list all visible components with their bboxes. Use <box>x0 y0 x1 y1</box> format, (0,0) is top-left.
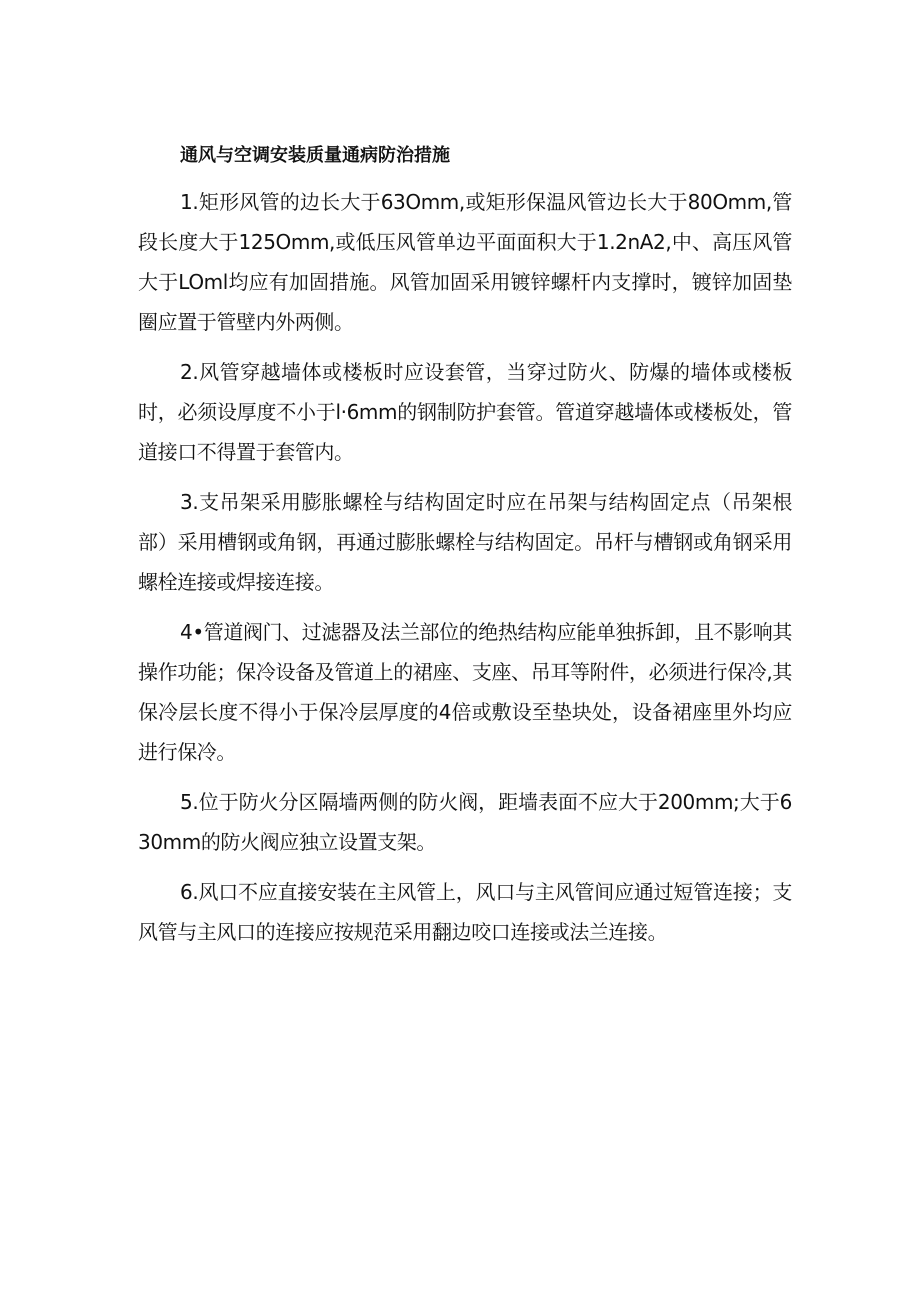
document-body <box>138 136 792 962</box>
paragraph-6: 6.风口不应直接安装在主风管上，风口与主风管间应通过短管连接；支风管与主风口的连接应按规范采用翻边咬口连接或法兰连接。 <box>138 880 792 944</box>
paragraph-5: 5.位于防火分区隔墙两侧的防火阀，距墙表面不应大于200mm;大于630mm的防火阀应独立设置支架。 <box>138 790 792 854</box>
document-title: 通风与空调安装质量通病防治措施 <box>180 145 450 166</box>
paragraph-2: 2.风管穿越墙体或楼板时应设套管，当穿过防火、防爆的墙体或楼板时，必须设厚度不小于l·6mm的钢制防护套管。管道穿越墙体或楼板处，管道接口不得置于套管内。 <box>138 360 792 464</box>
paragraph-3: 3.支吊架采用膨胀螺栓与结构固定时应在吊架与结构固定点（吊架根部）采用槽钢或角钢，再通过膨胀螺栓与结构固定。吊杆与槽钢或角钢采用螺栓连接或焊接连接。 <box>138 490 792 594</box>
paragraph-1: 1.矩形风管的边长大于63Omm,或矩形保温风管边长大于80Omm,管段长度大于125Omm,或低压风管单边平面面积大于1.2nA2,中、高压风管大于LOml均应有加固措施。风管加固采用镀锌螺杆内支撑时，镀锌加固垫圈应置于管壁内外两侧。 <box>138 190 792 334</box>
paragraph-4: 4•管道阀门、过滤器及法兰部位的绝热结构应能单独拆卸，且不影响其操作功能；保冷设备及管道上的裙座、支座、吊耳等附件，必须进行保冷,其保冷层长度不得小于保冷层厚度的4倍或敷设至垫块处，设备裙座里外均应进行保冷。 <box>138 620 792 764</box>
